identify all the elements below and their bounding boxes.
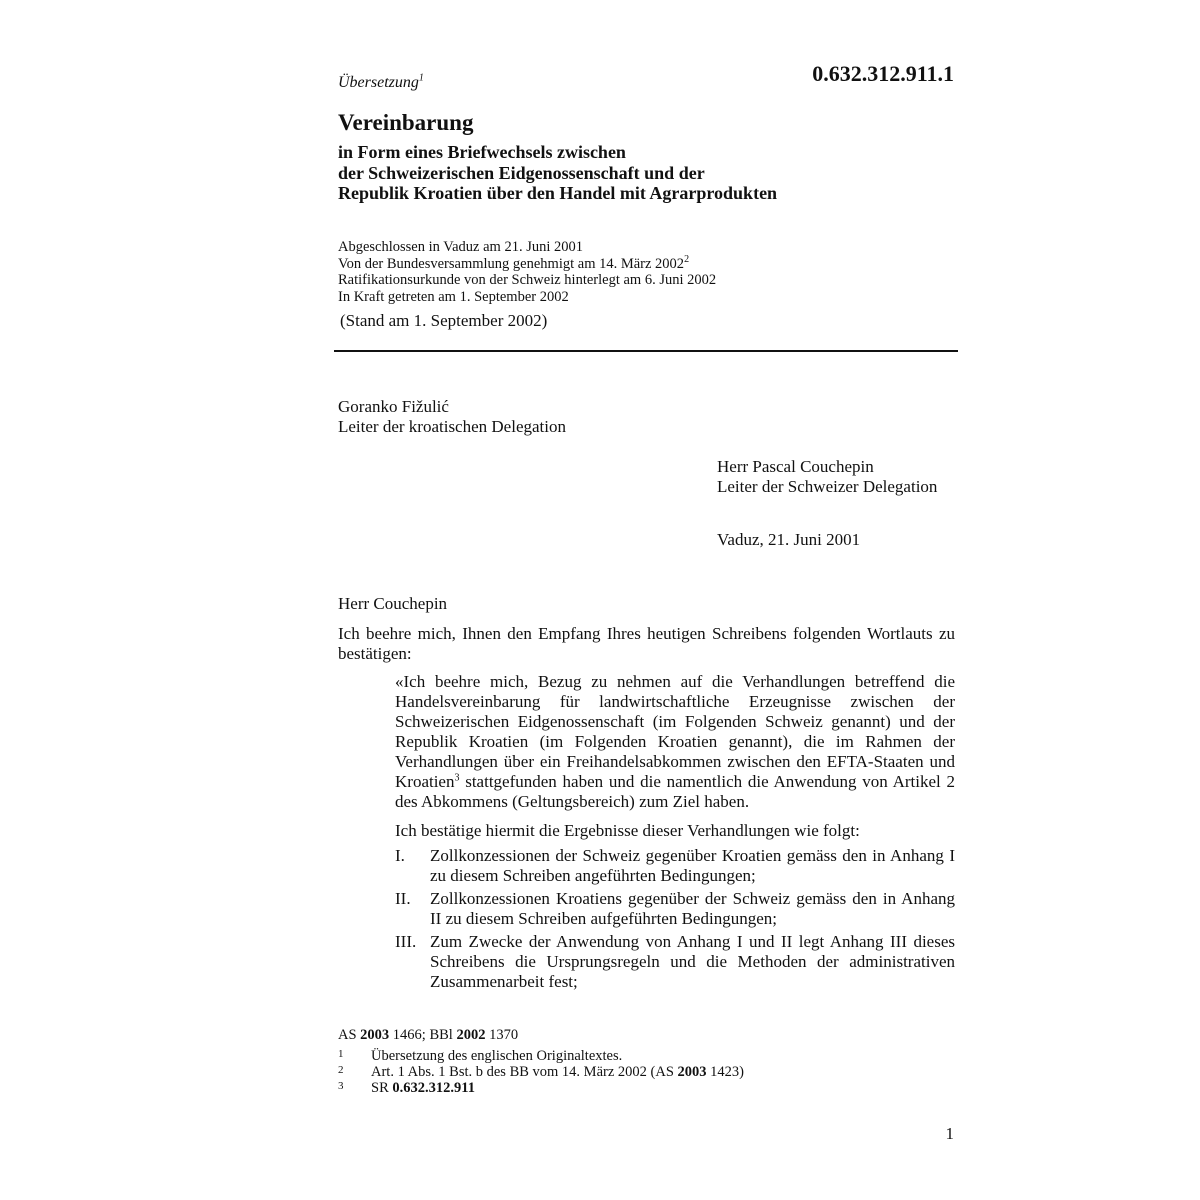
list-item-text: Zollkonzessionen der Schweiz gegenüber Kroatien gemäss den in Anhang I zu diesem Schreiben angeführten Bedingungen; bbox=[430, 846, 955, 885]
recipient-role: Leiter der Schweizer Delegation bbox=[717, 477, 938, 496]
quoted-paragraph bbox=[395, 672, 955, 812]
list-item-text: Zum Zwecke der Anwendung von Anhang I und II legt Anhang III dieses Schreibens die Ursprungsregeln und die Methoden der administrativen Zusammenarbeit fest; bbox=[430, 932, 955, 991]
footnote-text-pre: SR bbox=[371, 1080, 389, 1096]
sender-block bbox=[338, 397, 958, 437]
as-page: 1466; bbox=[392, 1027, 426, 1043]
header-divider bbox=[334, 350, 958, 352]
official-collection-reference bbox=[338, 1027, 518, 1044]
list-numeral: III. bbox=[395, 932, 417, 951]
subtitle-line-2: der Schweizerischen Eidgenossenschaft und der bbox=[338, 162, 705, 183]
dates-block bbox=[338, 239, 958, 305]
bbl-year: 2002 bbox=[456, 1027, 486, 1043]
quote-part-2: stattgefunden haben und die namentlich die Anwendung von Artikel 2 des Abkommens (Geltungsbereich) zum Ziel haben. bbox=[395, 772, 955, 811]
footnote-text-post: 1423) bbox=[710, 1064, 744, 1080]
footnote-text-bold: 2003 bbox=[677, 1064, 707, 1080]
subtitle-line-3: Republik Kroatien über den Handel mit Agrarprodukten bbox=[338, 183, 778, 203]
sender-role: Leiter der kroatischen Delegation bbox=[338, 417, 566, 436]
quote-part-1: «Ich beehre mich, Bezug zu nehmen auf die Verhandlungen betreffend die Handelsvereinbarung für landwirtschaftliche Erzeugnisse zwischen der Schweizerischen Eidgenossenschaft (im Folgenden Schweiz genannt) und der Republik Kroatien (im Folgenden Kroatien genannt), die im Rahmen der Verhandlungen über ein Freihandelsabkommen zwischen den EFTA-Staaten und Kroatien bbox=[395, 672, 955, 791]
intro-paragraph: Ich beehre mich, Ihnen den Empfang Ihres heutigen Schreibens folgenden Wortlauts zu bestätigen: bbox=[338, 624, 955, 663]
recipient-name: Herr Pascal Couchepin bbox=[717, 457, 874, 476]
place-date: Vaduz, 21. Juni 2001 bbox=[717, 530, 861, 549]
in-force-date: In Kraft getreten am 1. September 2002 bbox=[338, 288, 569, 305]
footnote-number: 2 bbox=[338, 1064, 344, 1076]
footnote-text-pre: Art. 1 Abs. 1 Bst. b des BB vom 14. März 2002 (AS bbox=[371, 1064, 674, 1080]
approved-text: Von der Bundesversammlung genehmigt am 14. März 2002 bbox=[338, 255, 685, 272]
document-title: Vereinbarung bbox=[338, 110, 474, 135]
footnote-text bbox=[371, 1064, 744, 1080]
ratified-date: Ratifikationsurkunde von der Schweiz hinterlegt am 6. Juni 2002 bbox=[338, 272, 717, 288]
as-year: 2003 bbox=[360, 1027, 390, 1043]
list-numeral: I. bbox=[395, 846, 405, 865]
document-subtitle bbox=[338, 142, 958, 204]
approved-date bbox=[338, 253, 958, 273]
sender-name: Goranko Fižulić bbox=[338, 397, 449, 416]
bbl-page: 1370 bbox=[489, 1027, 519, 1043]
footnote-number: 3 bbox=[338, 1080, 344, 1092]
as-label: AS bbox=[338, 1027, 357, 1043]
translation-text: Übersetzung bbox=[338, 74, 419, 91]
footnote-ref-2[interactable]: 2 bbox=[684, 253, 690, 265]
page-number: 1 bbox=[945, 1124, 954, 1143]
footnote-ref-1[interactable]: 1 bbox=[418, 72, 424, 84]
confirm-paragraph: Ich bestätige hiermit die Ergebnisse dieser Verhandlungen wie folgt: bbox=[395, 821, 860, 840]
footnote-text-bold: 0.632.312.911 bbox=[392, 1080, 475, 1096]
list-item-text: Zollkonzessionen Kroatiens gegenüber der Schweiz gemäss den in Anhang II zu diesem Schreiben aufgeführten Bedingungen; bbox=[430, 889, 955, 928]
translation-label bbox=[338, 73, 424, 93]
bbl-label: BBl bbox=[429, 1027, 453, 1043]
list-numeral: II. bbox=[395, 889, 411, 908]
footnote-ref-3[interactable]: 3 bbox=[454, 772, 460, 784]
subtitle-line-1: in Form eines Briefwechsels zwischen bbox=[338, 142, 626, 162]
concluded-date: Abgeschlossen in Vaduz am 21. Juni 2001 bbox=[338, 239, 583, 255]
salutation: Herr Couchepin bbox=[338, 594, 448, 613]
footnote-number: 1 bbox=[338, 1048, 344, 1060]
footnote-text bbox=[371, 1080, 475, 1096]
sr-number: 0.632.312.911.1 bbox=[812, 61, 954, 86]
footnote-text: Übersetzung des englischen Originaltextes. bbox=[371, 1048, 623, 1064]
status-date: (Stand am 1. September 2002) bbox=[340, 311, 548, 330]
recipient-block bbox=[717, 457, 977, 497]
